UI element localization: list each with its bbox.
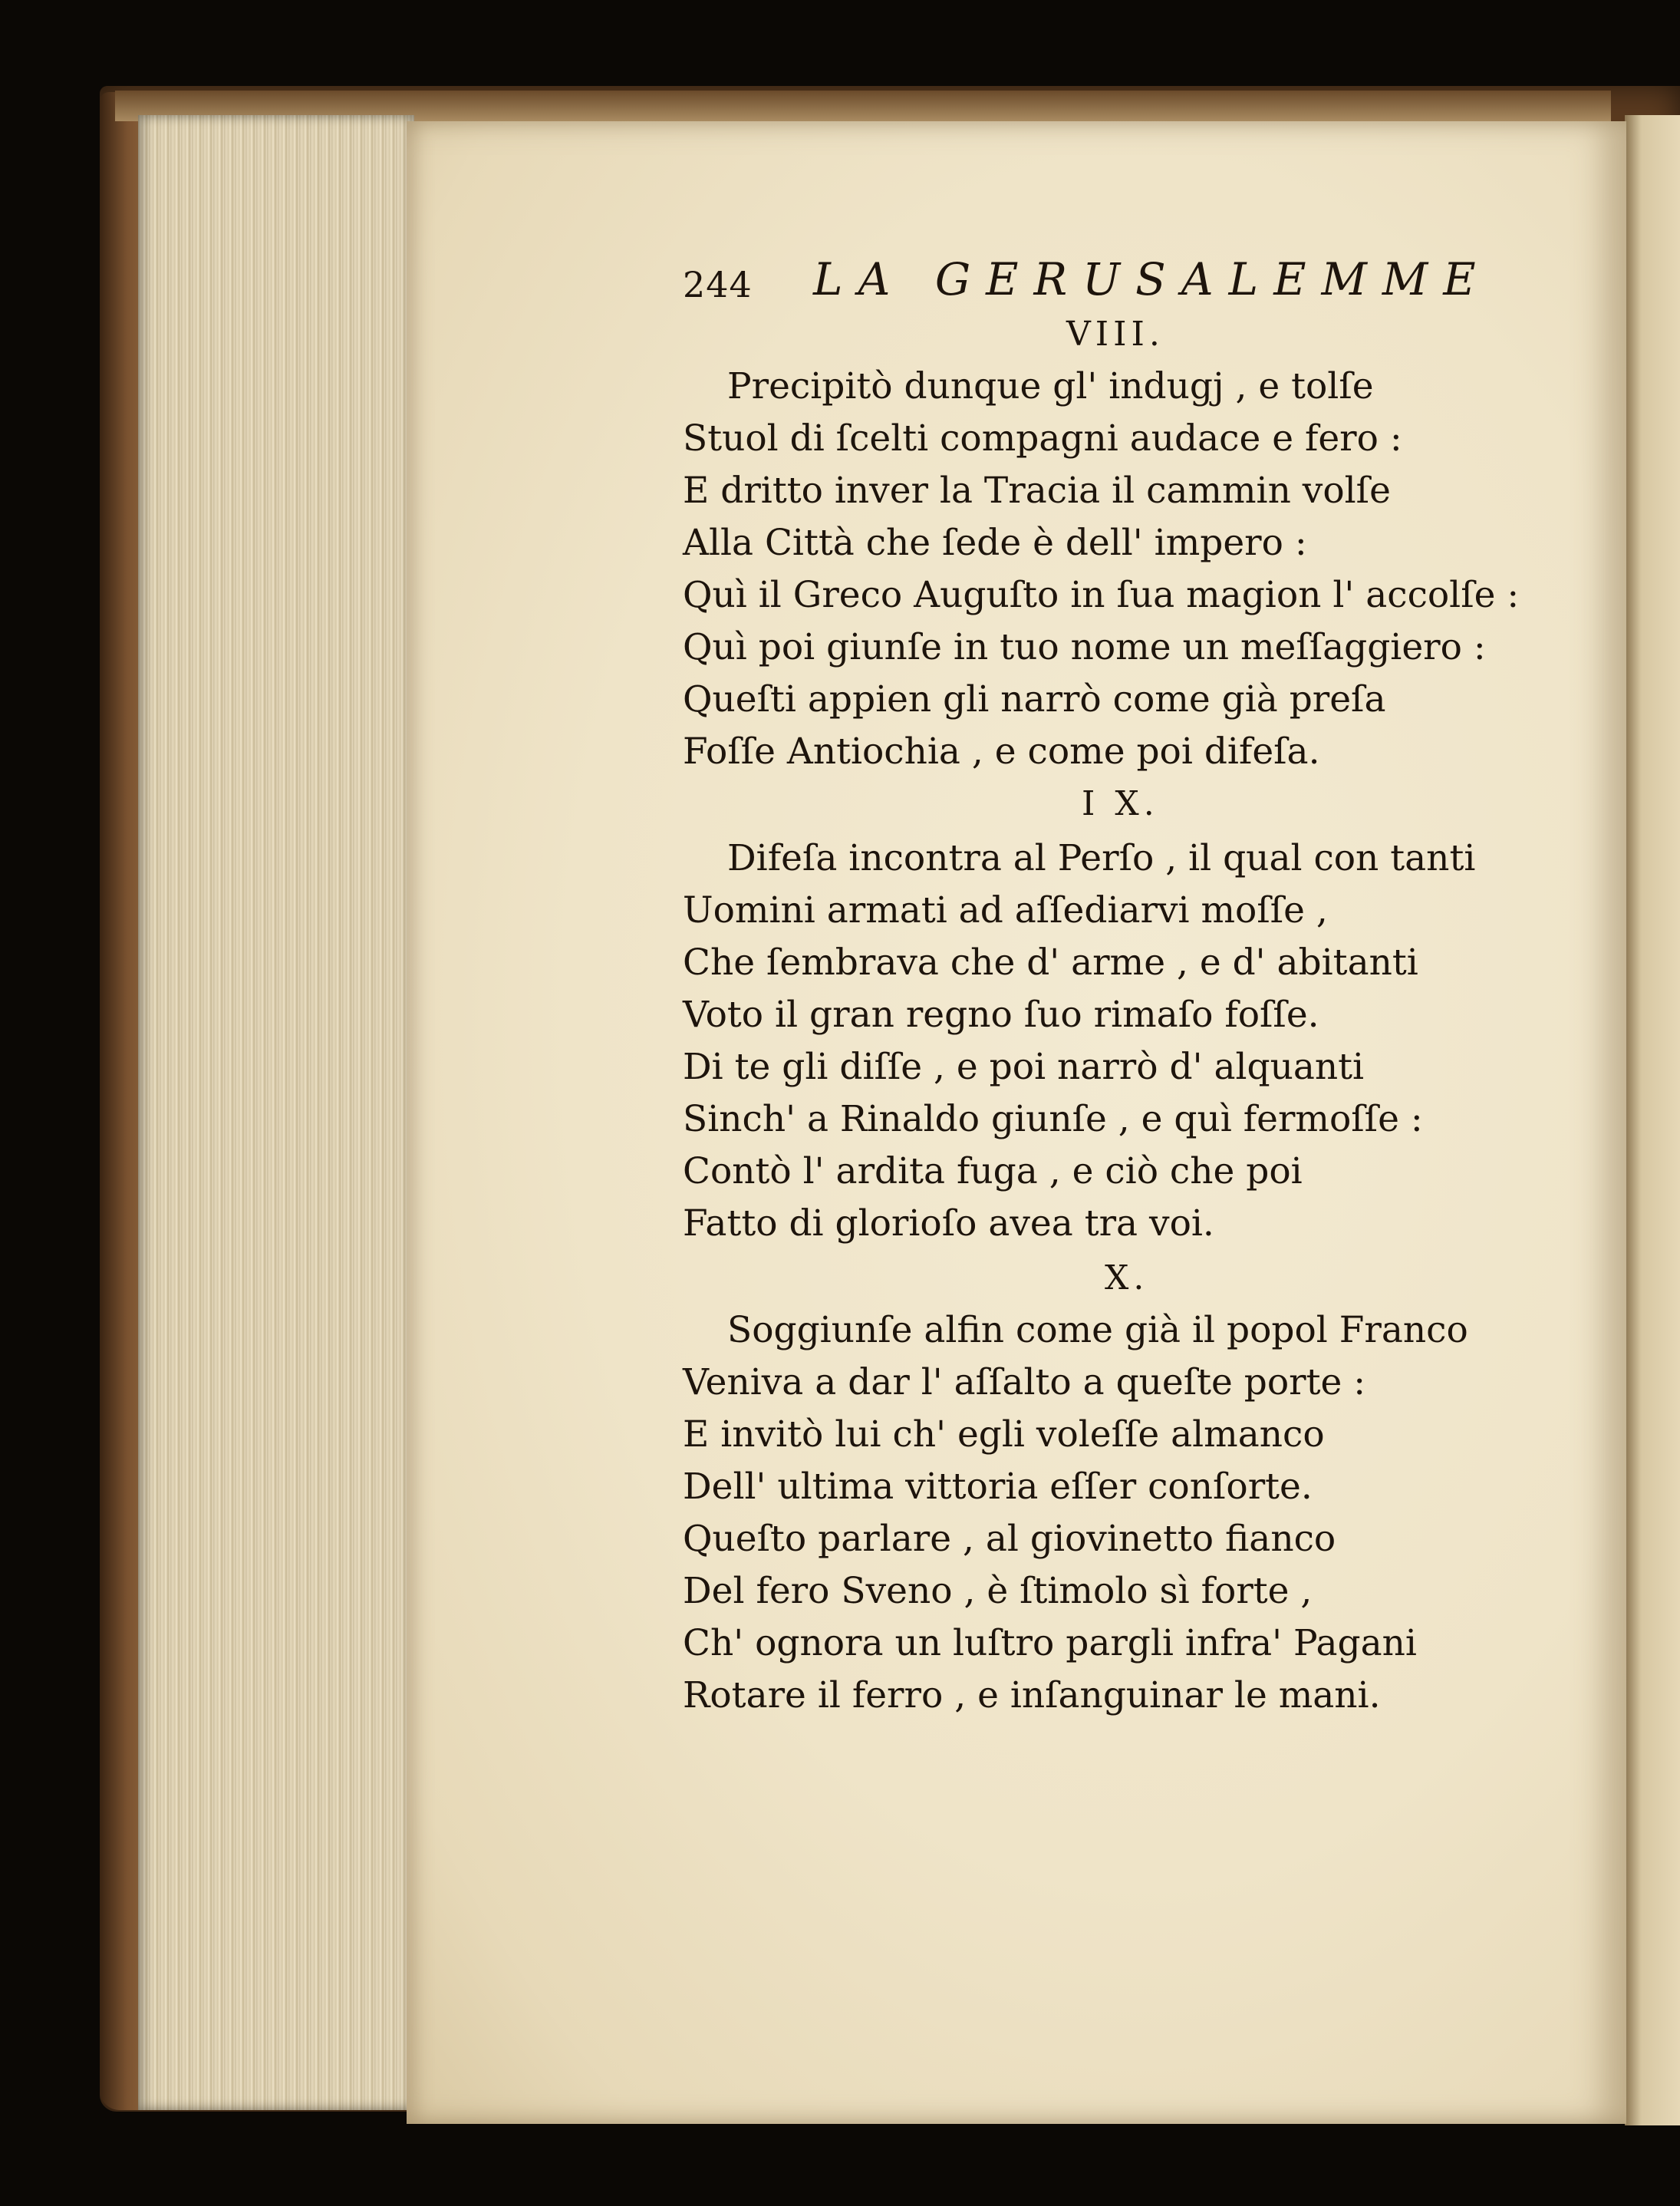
verse-line: Del fero Sveno , è ſtimolo sì forte , xyxy=(683,1570,1313,1612)
verse-line: E invitò lui ch' egli voleſſe almanco xyxy=(683,1413,1325,1456)
verse-line: Sinch' a Rinaldo giunſe , e quì fermoſſe : xyxy=(683,1098,1423,1140)
verse-line: Rotare il ferro , e inſanguinar le mani. xyxy=(683,1674,1381,1716)
verse-line: E dritto inver la Tracia il cammin volſe xyxy=(683,470,1391,512)
verse-line: Alla Città che ſede è dell' impero : xyxy=(683,522,1307,564)
stanza-number: I X. xyxy=(1082,784,1159,823)
stanza-lines xyxy=(683,1304,1468,1722)
stanza-lines xyxy=(683,361,1519,778)
verse-line: Quì poi giunſe in tuo nome un meſſaggiero : xyxy=(683,626,1486,668)
stanza-number: VIII. xyxy=(1066,315,1164,354)
verse-line: Queſto parlare , al giovinetto fianco xyxy=(683,1518,1336,1560)
page-header xyxy=(683,253,1491,315)
verse-line: Precipitò dunque gl' indugj , e tolſe xyxy=(727,365,1374,407)
page-edges-stack xyxy=(138,115,414,2110)
verse-line: Ch' ognora un luſtro pargli infra' Pagani xyxy=(683,1622,1417,1664)
stanza-number: X. xyxy=(1105,1258,1149,1298)
verse-line: Uomini armati ad aſſediarvi moſſe , xyxy=(683,889,1328,932)
running-title: LA GERUSALEMME xyxy=(813,253,1491,305)
verse-line: Queſti appien gli narrò come già preſa xyxy=(683,678,1386,720)
page-number: 244 xyxy=(683,264,753,305)
verse-line: Dell' ultima vittoria eſſer conſorte. xyxy=(683,1466,1313,1508)
facing-page-edge xyxy=(1625,115,1680,2125)
verse-line: Veniva a dar l' aſſalto a queſte porte : xyxy=(683,1361,1366,1403)
stanza-lines xyxy=(683,833,1475,1250)
verse-line: Fatto di glorioſo avea tra voi. xyxy=(683,1202,1214,1245)
verse-line: Quì il Greco Auguſto in ſua magion l' accolſe : xyxy=(683,574,1520,616)
verse-line: Soggiunſe alfin come già il popol Franco xyxy=(727,1309,1468,1351)
verse-line: Di te gli diſſe , e poi narrò d' alquanti xyxy=(683,1046,1365,1088)
verse-line: Stuol di ſcelti compagni audace e fero : xyxy=(683,417,1402,460)
verse-line: Voto il gran regno ſuo rimaſo foſſe. xyxy=(683,994,1319,1036)
verse-line: Contò l' ardita fuga , e ciò che poi xyxy=(683,1150,1303,1192)
verse-line: Foſſe Antiochia , e come poi difeſa. xyxy=(683,730,1320,773)
verse-line: Difeſa incontra al Perſo , il qual con tanti xyxy=(727,837,1476,879)
verse-line: Che ſembrava che d' arme , e d' abitanti xyxy=(683,941,1418,984)
